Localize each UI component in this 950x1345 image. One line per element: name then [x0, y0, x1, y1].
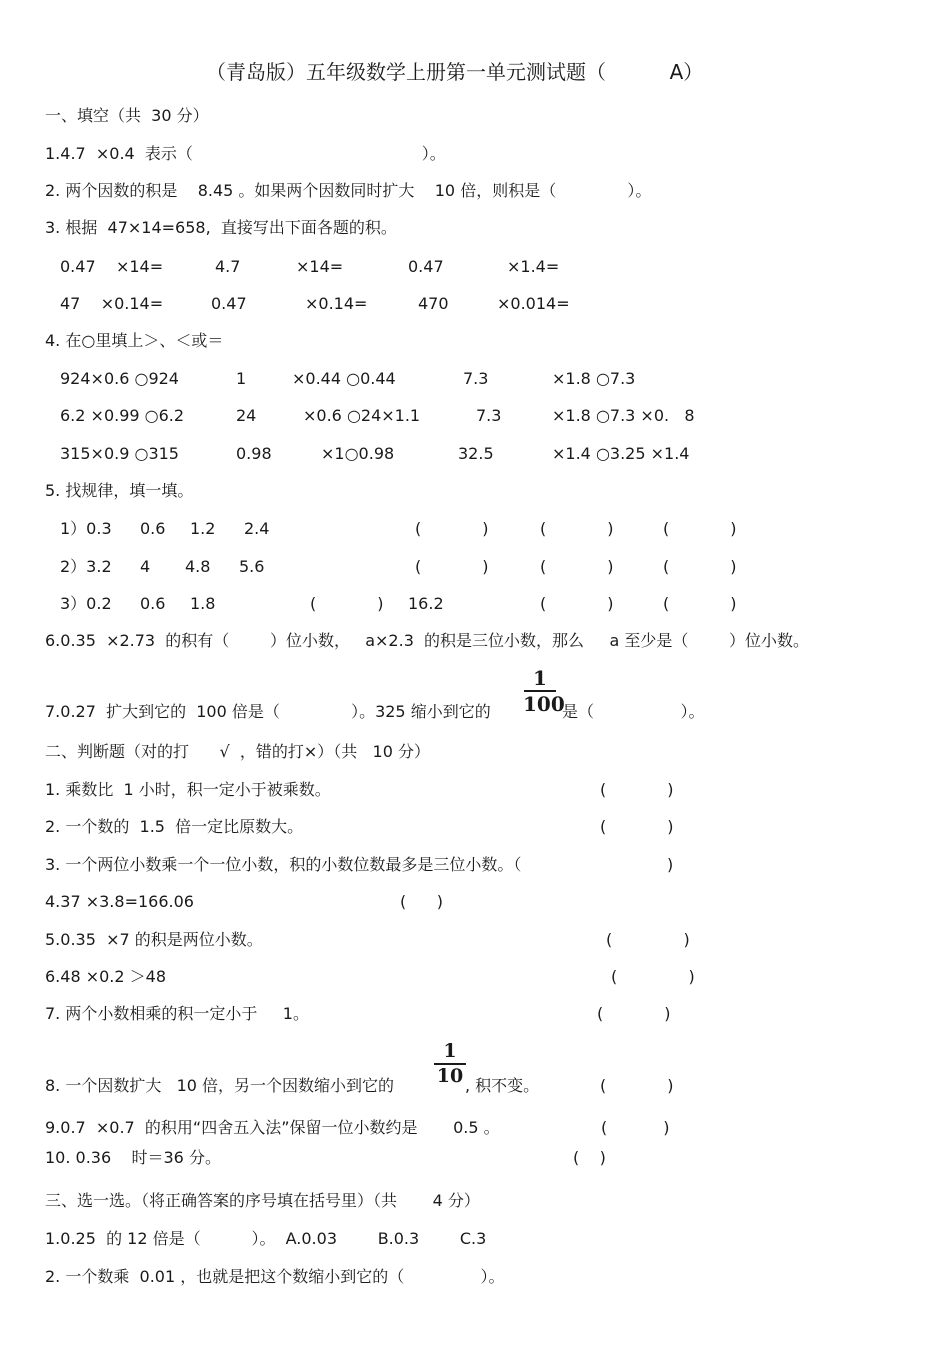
q3-item: 0.47 — [211, 294, 247, 313]
judge-item-6: 6.48 ×0.2 ＞48 — [45, 967, 167, 986]
fraction-one-hundredth — [523, 666, 565, 716]
q5-item: 1）0.3 — [60, 519, 112, 538]
judge-answer-blank: ( ) — [400, 892, 443, 911]
judge-answer-blank: ) — [667, 855, 674, 874]
q4-item: ×1.8 ○7.3 — [552, 369, 636, 388]
section1-heading: 一、填空（共 30 分） — [45, 106, 209, 125]
q5-item: 2.4 — [244, 519, 270, 538]
judge-item-5: 5.0.35 ×7 的积是两位小数。 — [45, 930, 263, 949]
q3-item: 0.47 ×14= — [60, 257, 164, 276]
question-1-2: 2. 两个因数的积是 8.45 。如果两个因数同时扩大 10 倍，则积是（ ）。 — [45, 181, 652, 200]
judge-item-3: 3. 一个两位小数乘一个一位小数，积的小数位数最多是三位小数。（ — [45, 855, 522, 874]
question-1-7: 7.0.27 扩大到它的 100 倍是（ ）。325 缩小到它的 — [45, 702, 491, 721]
question-1-1: 1.4.7 ×0.4 表示（ ）。 — [45, 144, 446, 163]
q5-item: 2）3.2 — [60, 557, 112, 576]
q3-item: 47 ×0.14= — [60, 294, 164, 313]
q5-blank: ( ) — [415, 519, 489, 538]
judge-item-10: 10. 0.36 时＝36 分。 — [45, 1148, 221, 1167]
q5-blank: ( ) — [540, 594, 614, 613]
q3-item: ×1.4= — [507, 257, 560, 276]
judge-answer-blank: ( ) — [601, 1118, 670, 1137]
question-1-7-end: 是（ ）。 — [562, 702, 705, 721]
q4-item: 924×0.6 ○924 — [60, 369, 179, 388]
question-1-4: 4. 在○里填上＞、＜或＝ — [45, 331, 224, 350]
question-1-3: 3. 根据 47×14=658, 直接写出下面各题的积。 — [45, 218, 397, 237]
judge-item-8-end: , 积不变。 — [465, 1076, 540, 1095]
choice-item-2: 2. 一个数乘 0.01 ，也就是把这个数缩小到它的（ ）。 — [45, 1267, 505, 1286]
q4-item: ×1.4 ○3.25 ×1.4 — [552, 444, 690, 463]
q5-item: 0.6 — [140, 594, 166, 613]
fraction-numerator: 1 — [533, 666, 547, 690]
fraction-one-tenth — [433, 1042, 467, 1086]
q4-item: 7.3 — [463, 369, 489, 388]
judge-answer-blank: ( ) — [600, 780, 674, 799]
judge-item-9: 9.0.7 ×0.7 的积用“四舍五入法”保留一位小数约是 0.5 。 — [45, 1118, 500, 1137]
judge-item-1: 1. 乘数比 1 小时，积一定小于被乘数。 — [45, 780, 331, 799]
judge-item-8: 8. 一个因数扩大 10 倍，另一个因数缩小到它的 — [45, 1076, 395, 1095]
q4-item: 1 — [236, 369, 247, 388]
q5-item: 0.6 — [140, 519, 166, 538]
q5-blank: ( ) — [310, 594, 384, 613]
q3-item: 4.7 — [215, 257, 241, 276]
q4-item: 32.5 — [458, 444, 494, 463]
q4-item: 24 — [236, 406, 257, 425]
q3-item: ×0.014= — [497, 294, 570, 313]
question-1-5: 5. 找规律，填一填。 — [45, 481, 194, 500]
q3-item: ×14= — [296, 257, 344, 276]
q5-item: 4.8 — [185, 557, 211, 576]
judge-item-2: 2. 一个数的 1.5 倍一定比原数大。 — [45, 817, 304, 836]
q5-blank: ( ) — [540, 557, 614, 576]
q4-item: ×0.6 ○24×1.1 — [303, 406, 421, 425]
judge-answer-blank: ( ) — [606, 930, 690, 949]
q4-item: ×0.44 ○0.44 — [292, 369, 396, 388]
q5-item: 3）0.2 — [60, 594, 112, 613]
judge-answer-blank: ( ) — [600, 1076, 674, 1095]
q5-item: 16.2 — [408, 594, 444, 613]
q5-item: 1.8 — [190, 594, 216, 613]
judge-item-4: 4.37 ×3.8=166.06 — [45, 892, 194, 911]
judge-answer-blank: ( ) — [573, 1148, 606, 1167]
q5-blank: ( ) — [663, 594, 737, 613]
q3-item: ×0.14= — [305, 294, 368, 313]
q4-item: 6.2 ×0.99 ○6.2 — [60, 406, 185, 425]
q5-item: 1.2 — [190, 519, 216, 538]
q3-item: 0.47 — [408, 257, 444, 276]
fraction-denominator: 100 — [523, 692, 565, 716]
q4-item: ×1○0.98 — [321, 444, 395, 463]
q5-blank: ( ) — [663, 557, 737, 576]
q5-item: 4 — [140, 557, 151, 576]
choice-item-1: 1.0.25 的 12 倍是（ ）。 A.0.03 B.0.3 C.3 — [45, 1229, 487, 1248]
q5-blank: ( ) — [663, 519, 737, 538]
q5-item: 5.6 — [239, 557, 265, 576]
judge-answer-blank: ( ) — [597, 1004, 671, 1023]
section2-heading: 二、判断题（对的打 √ ，错的打×）（共 10 分） — [45, 742, 430, 761]
judge-item-7: 7. 两个小数相乘的积一定小于 1。 — [45, 1004, 309, 1023]
page-title: （青岛版）五年级数学上册第一单元测试题（ A） — [206, 60, 704, 84]
question-1-6: 6.0.35 ×2.73 的积有（ ）位小数， a×2.3 的积是三位小数，那么 a 至少是（ ）位小数。 — [45, 631, 810, 650]
fraction-denominator: 10 — [436, 1065, 464, 1087]
section3-heading: 三、选一选。（将正确答案的序号填在括号里）（共 4 分） — [45, 1191, 480, 1210]
q3-item: 470 — [418, 294, 449, 313]
q5-blank: ( ) — [415, 557, 489, 576]
q4-item: 0.98 — [236, 444, 272, 463]
judge-answer-blank: ( ) — [611, 967, 695, 986]
q4-item: 7.3 — [476, 406, 502, 425]
fraction-numerator: 1 — [443, 1040, 457, 1062]
judge-answer-blank: ( ) — [600, 817, 674, 836]
q4-item: ×1.8 ○7.3 ×0. 8 — [552, 406, 695, 425]
q4-item: 315×0.9 ○315 — [60, 444, 179, 463]
q5-blank: ( ) — [540, 519, 614, 538]
